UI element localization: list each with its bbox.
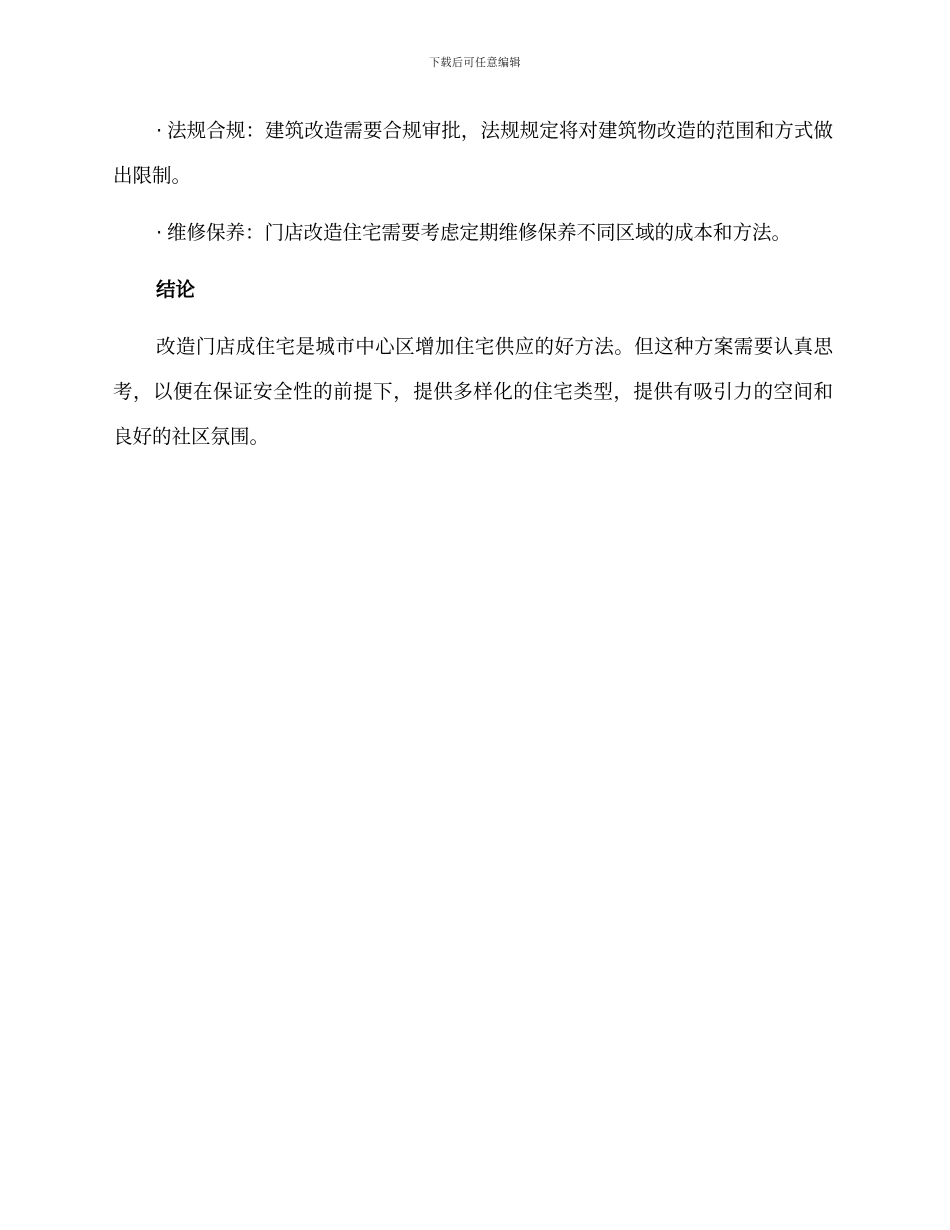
- section-heading-conclusion: 结论: [156, 278, 196, 301]
- bullet-text: 法规合规：建筑改造需要合规审批，法规规定将对建筑物改造的范围和方式做出限制。: [113, 119, 833, 187]
- document-body: [113, 108, 833, 471]
- conclusion-paragraph: 改造门店成住宅是城市中心区增加住宅供应的好方法。但这种方案需要认真思考，以便在保证安全性的前提下，提供多样化的住宅类型，提供有吸引力的空间和良好的社区氛围。: [113, 335, 833, 448]
- bullet-paragraph-regulation: [113, 108, 833, 198]
- bullet-text: 维修保养：门店改造住宅需要考虑定期维修保养不同区域的成本和方法。: [167, 221, 792, 244]
- bullet-paragraph-maintenance: [113, 210, 833, 255]
- bullet-marker: ·: [156, 119, 163, 142]
- bullet-marker: ·: [156, 221, 163, 244]
- page-header: 下载后可任意编辑: [429, 56, 521, 69]
